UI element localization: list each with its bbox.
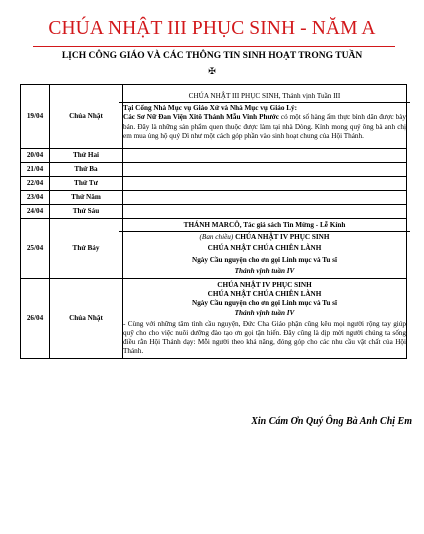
table-row bbox=[21, 191, 407, 205]
date-cell: 26/04 bbox=[21, 279, 50, 359]
events-cell bbox=[123, 219, 407, 279]
date-cell: 21/04 bbox=[21, 163, 50, 177]
table-row bbox=[21, 177, 407, 191]
day-cell: Thứ Sáu bbox=[50, 205, 123, 219]
day-cell: Thứ Ba bbox=[50, 163, 123, 177]
table-row bbox=[21, 149, 407, 163]
vigil-note: (Ban chiều) bbox=[199, 233, 234, 242]
psalter-week: Thánh vịnh tuần IV bbox=[234, 266, 295, 275]
table-row bbox=[21, 85, 407, 149]
events-cell bbox=[123, 85, 407, 149]
day-cell: Thứ Năm bbox=[50, 191, 123, 205]
vigil-title: CHÚA NHẬT IV PHỤC SINH bbox=[233, 233, 330, 242]
day-cell: Thứ Tư bbox=[50, 177, 123, 191]
good-shepherd-title: CHÚA NHẬT CHÚA CHIÊN LÀNH bbox=[207, 244, 322, 253]
day-cell: Thứ Bảy bbox=[50, 219, 123, 279]
events-cell bbox=[123, 149, 407, 163]
announcement-subject: Các Sơ Nữ Đan Viện Xitô Thánh Mẫu Vinh Phước bbox=[123, 113, 279, 122]
prayer-day: Ngày Cầu nguyện cho ơn gọi Linh mục và Tu sĩ bbox=[192, 255, 337, 264]
saint-feast: THÁNH MARCÔ, Tác giả sách Tin Mừng - Lễ Kính bbox=[183, 221, 346, 229]
vocation-note: - Cùng với những tâm tình cầu nguyện, Đức Cha Giáo phận cũng kêu mọi người rộng tay giúp quỹ cho cho việc nuôi dưỡng đào tạo ơn gọi tận hiến. Đây cũng là dịp mời người chúng ta sống điều rằn Hội Thánh dạy: Mỗi người theo khả năng, đóng góp cho các nhu cầu vật chất của Hội Thánh. bbox=[123, 319, 406, 356]
weekly-schedule-table bbox=[20, 84, 407, 359]
table-row bbox=[21, 279, 407, 359]
events-cell bbox=[123, 279, 407, 359]
date-cell: 25/04 bbox=[21, 219, 50, 279]
good-shepherd-title: CHÚA NHẬT CHÚA CHIÊN LÀNH bbox=[207, 290, 322, 299]
announcement-text bbox=[123, 113, 406, 141]
events-cell bbox=[123, 205, 407, 219]
table-row bbox=[21, 163, 407, 177]
announcement-body: có một số hàng ấm thực bình dân được bày bán. Đây là những sản phẩm quen thuộc được làm tại nhà Dòng. Kính mong quý ông bà anh chị em mua ủng hộ quý Dì như một cách góp phần vào sinh hoạt chung của Hội Thánh. bbox=[123, 113, 406, 140]
liturgy-heading: CHÚA NHẬT III PHỤC SINH, Thánh vịnh Tuần III bbox=[188, 91, 341, 100]
day-cell: Chúa Nhật bbox=[50, 279, 123, 359]
announcement-heading: Tại Cổng Nhà Mục vụ Giáo Xứ và Nhà Mục vụ Giáo Lý: bbox=[123, 104, 298, 113]
sunday-title: CHÚA NHẬT IV PHỤC SINH bbox=[217, 281, 312, 290]
day-cell: Thứ Hai bbox=[50, 149, 123, 163]
day-cell: Chúa Nhật bbox=[50, 85, 123, 149]
closing-thanks: Xin Cám Ơn Quý Ông Bà Anh Chị Em bbox=[251, 416, 412, 427]
cross-ornament-icon: ✠ bbox=[208, 66, 216, 76]
date-cell: 24/04 bbox=[21, 205, 50, 219]
events-cell bbox=[123, 177, 407, 191]
date-cell: 19/04 bbox=[21, 85, 50, 149]
table-row bbox=[21, 219, 407, 279]
date-cell: 23/04 bbox=[21, 191, 50, 205]
events-cell bbox=[123, 163, 407, 177]
page-title: CHÚA NHẬT III PHỤC SINH - NĂM A bbox=[48, 18, 376, 39]
prayer-day: Ngày Cầu nguyện cho ơn gọi Linh mục và Tu sĩ bbox=[192, 299, 337, 308]
events-cell bbox=[123, 191, 407, 205]
psalter-week: Thánh vịnh tuần IV bbox=[234, 308, 295, 317]
date-cell: 22/04 bbox=[21, 177, 50, 191]
date-cell: 20/04 bbox=[21, 149, 50, 163]
table-row bbox=[21, 205, 407, 219]
page-subtitle: LỊCH CÔNG GIÁO VÀ CÁC THÔNG TIN SINH HOẠT TRONG TUẦN bbox=[61, 51, 363, 61]
title-divider bbox=[33, 46, 395, 47]
vigil-heading bbox=[123, 233, 406, 242]
